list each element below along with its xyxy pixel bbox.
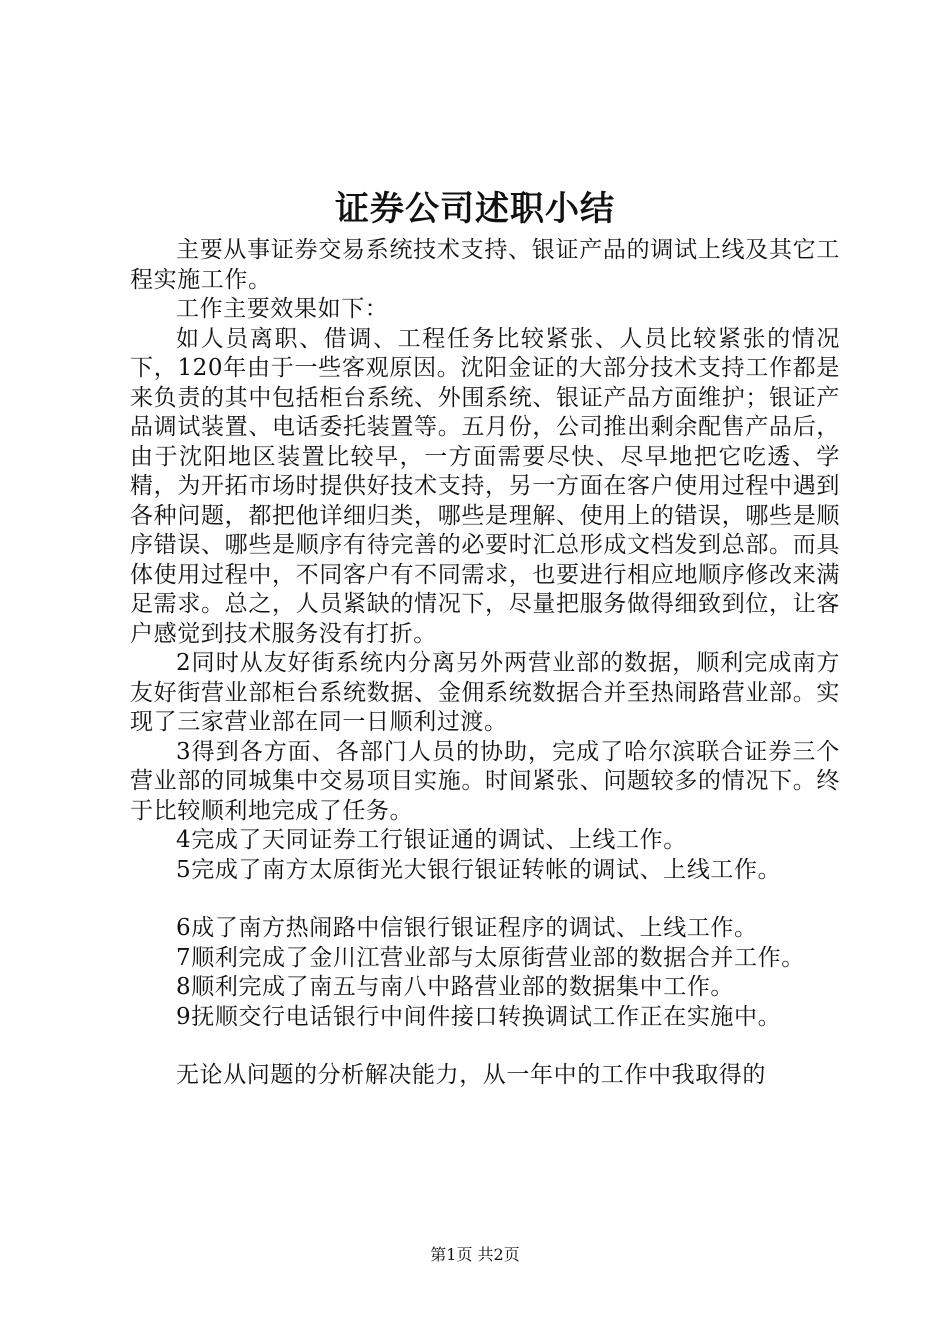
document-body: [130, 236, 840, 1091]
paragraph-item-2: 2同时从友好街系统内分离另外两营业部的数据，顺利完成南方友好街营业部柜台系统数据、金佣系统数据合并至热闹路营业部。实现了三家营业部在同一日顺利过渡。: [130, 650, 840, 735]
paragraph-item-6: 6成了南方热闹路中信银行银证程序的调试、上线工作。: [176, 915, 758, 941]
page-title: 证券公司述职小结: [335, 189, 615, 229]
paragraph-intro: 主要从事证券交易系统技术支持、银证产品的调试上线及其它工程实施工作。: [130, 237, 840, 293]
paragraph-results-heading: 工作主要效果如下：: [176, 296, 389, 322]
paragraph-item-9: 9抚顺交行电话银行中间件接口转换调试工作正在实施中。: [176, 1003, 782, 1030]
paragraph-item-7: 7顺利完成了金川江营业部与太原街营业部的数据合并工作。: [176, 944, 805, 971]
paragraph-item-5: 5完成了南方太原街光大银行银证转帐的调试、上线工作。: [176, 856, 782, 883]
paragraph-item-1: 如人员离职、借调、工程任务比较紧张、人员比较紧张的情况下，120年由于一些客观原因。沈阳金证的大部分技术支持工作都是来负责的其中包括柜台系统、外围系统、银证产品方面维护；银证产品调试装置、电话委托装置等。五月份，公司推出剩余配售产品后，由于沈阳地区装置比较早，一方面需要尽快、尽早地把它吃透、学精，为开拓市场时提供好技术支持，另一方面在客户使用过程中遇到各种问题，都把他详细归类，哪些是理解、使用上的错误，哪些是顺序错误、哪些是顺序有待完善的必要时汇总形成文档发到总部。而具体使用过程中，不同客户有不同需求，也要进行相应地顺序修改来满足需求。总之，人员紧缺的情况下，尽量把服务做得细致到位，让客户感觉到技术服务没有打折。: [130, 325, 840, 647]
paragraph-conclusion: 无论从问题的分析解决能力，从一年中的工作中我取得的: [176, 1062, 766, 1088]
paragraph-item-4: 4完成了天同证券工行银证通的调试、上线工作。: [176, 827, 687, 853]
paragraph-item-8: 8顺利完成了南五与南八中路营业部的数据集中工作。: [176, 974, 735, 1000]
paragraph-item-3: 3得到各方面、各部门人员的协助，完成了哈尔滨联合证券三个营业部的同城集中交易项目实施。时间紧张、问题较多的情况下。终于比较顺利地完成了任务。: [130, 738, 840, 824]
page-footer: 第1页 共2页: [430, 1245, 520, 1264]
